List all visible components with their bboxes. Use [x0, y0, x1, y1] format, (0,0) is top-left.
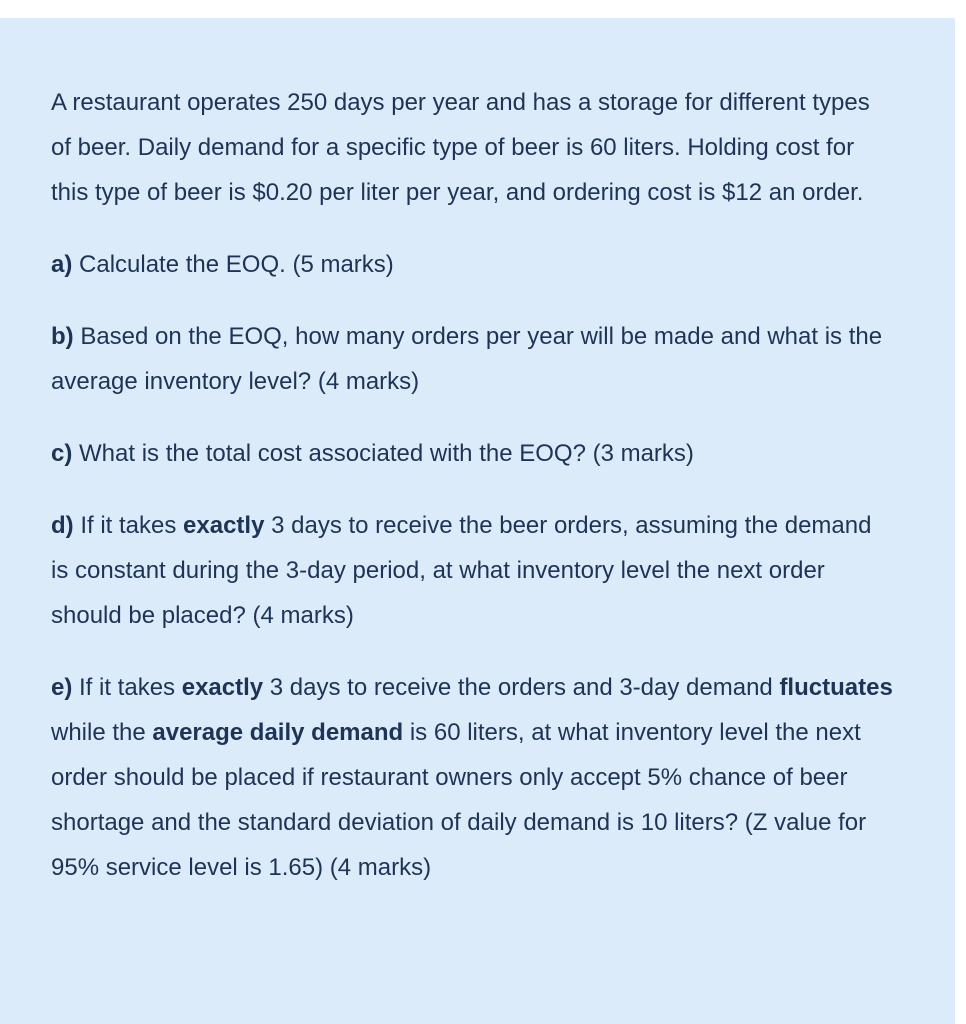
- question-c-text: What is the total cost associated with the EOQ? (3 marks): [72, 440, 694, 467]
- question-b-label: b): [51, 323, 74, 350]
- question-a-label: a): [51, 251, 73, 278]
- question-e-bold-2: fluctuates: [779, 674, 893, 701]
- question-a-text: Calculate the EOQ. (5 marks): [72, 251, 394, 278]
- question-d-text-2: 3 days to receive the beer orders, assuming the demand is constant during the 3-day period, at what inventory level the next order should be placed? (4 marks): [51, 512, 872, 629]
- question-e-text-3: while the: [51, 719, 153, 746]
- question-d-bold-1: exactly: [183, 512, 265, 539]
- question-a: [51, 242, 895, 287]
- question-d-text-1: If it takes: [73, 512, 184, 539]
- question-e-label: e): [51, 674, 73, 701]
- question-e-text-4: is 60 liters, at what inventory level the next order should be placed if restaurant owners only accept 5% chance of beer shortage and the standard deviation of daily demand is 10 liters? (Z value for 95% service level is 1.65) (4 marks): [51, 719, 867, 881]
- question-card: [0, 18, 955, 1024]
- question-c-label: c): [51, 440, 73, 467]
- question-e-bold-3: average daily demand: [152, 719, 404, 746]
- question-e-text-2: 3 days to receive the orders and 3-day demand: [263, 674, 780, 701]
- question-d-label: d): [51, 512, 74, 539]
- question-d: [51, 503, 895, 638]
- question-b: [51, 314, 895, 404]
- question-b-text: Based on the EOQ, how many orders per year will be made and what is the average inventory level? (4 marks): [51, 323, 883, 395]
- question-e-text-1: If it takes: [72, 674, 182, 701]
- question-e-bold-1: exactly: [181, 674, 264, 701]
- question-c: [51, 431, 895, 476]
- question-e: [51, 665, 895, 890]
- problem-intro: A restaurant operates 250 days per year and has a storage for different types of beer. Daily demand for a specific type of beer is 60 liters. Holding cost for this type of beer is $0.20 per liter per year, and ordering cost is $12 an order.: [51, 89, 870, 206]
